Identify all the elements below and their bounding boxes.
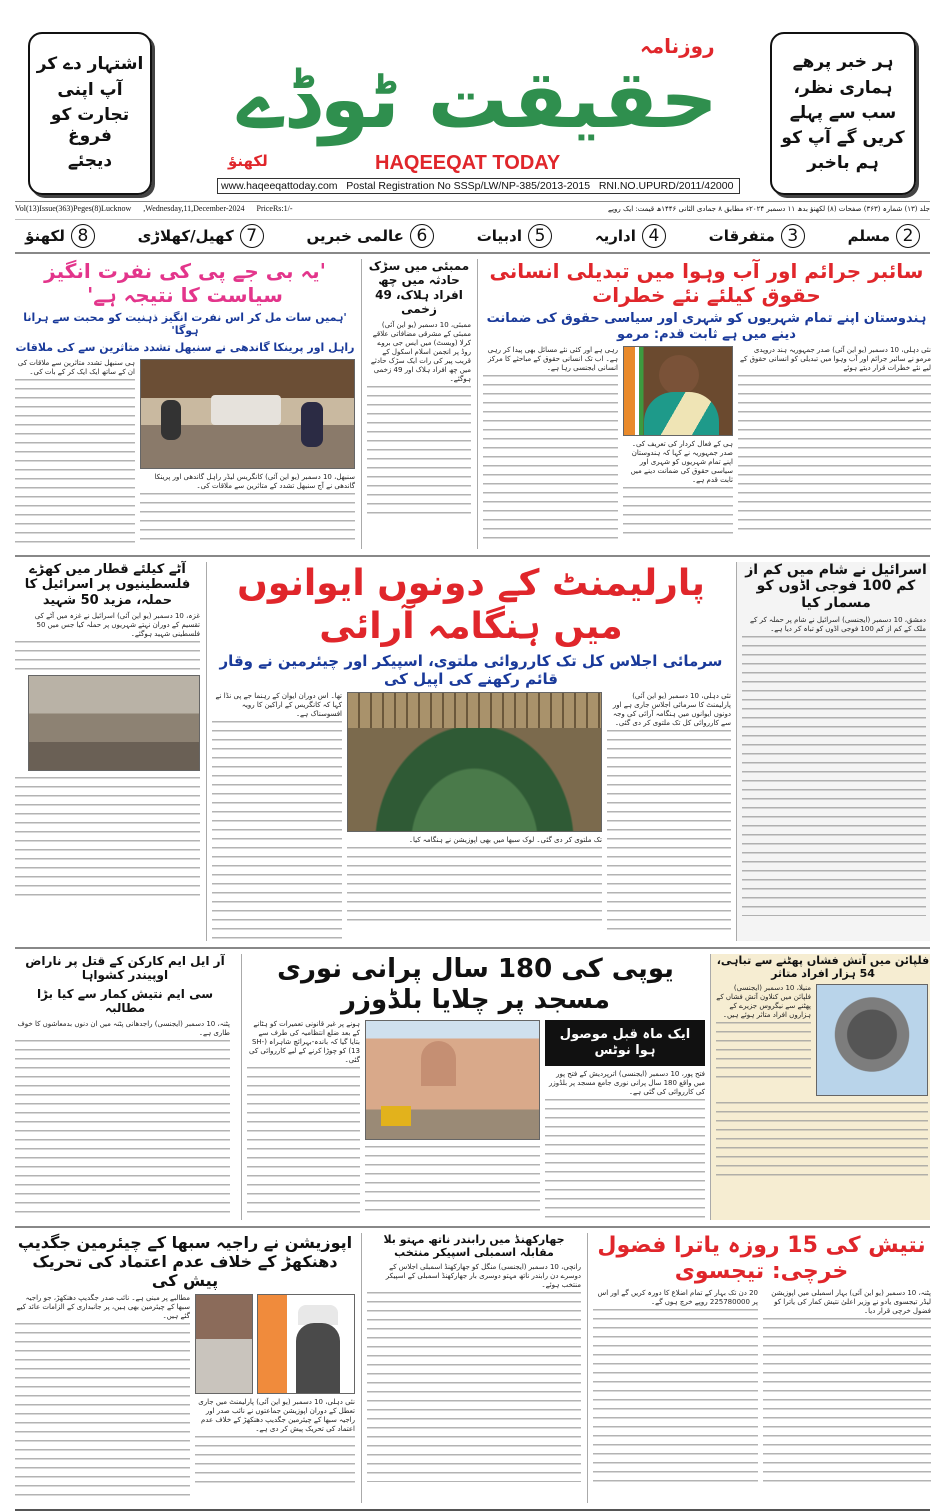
story-gaza <box>15 562 200 941</box>
article-text-lines <box>367 1292 581 1482</box>
headline-noori-masjid[interactable]: یوپی کی 180 سال پرانی نوری مسجد پر چلایا بلڈوزر <box>247 954 704 1016</box>
article-lead: 20 دن تک بہار کے تمام اضلاع کا دورہ کریں گے اور اس پر 225780000 روپے خرچ ہوں گے۔ <box>593 1289 758 1307</box>
subhead-parliament: سرمائی اجلاس کل تک کارروائی ملتوی، اسپیکر اور چیئرمین نے وقار قائم رکھنے کی اپیل کی <box>212 652 730 688</box>
article-text-lines <box>365 1146 540 1216</box>
article-text-lines <box>716 1102 928 1182</box>
article-body <box>15 1294 190 1503</box>
article-body <box>140 473 355 543</box>
article-body <box>716 1100 928 1182</box>
article-body <box>15 612 200 671</box>
article-body <box>623 440 733 537</box>
photo-parliament-session <box>347 692 602 832</box>
slogan-line: ہم باخبر <box>807 153 879 174</box>
page-number-circle: 5 <box>528 224 552 248</box>
article-lead: رانچی، 10 دسمبر (ایجنسی) منگل کو جھارکھنڈ اسمبلی اجلاس کے دوسرے دن رابندر ناتھ مہتو دوسری بار جھارکھنڈ اسمبلی کے اسپیکر منتخب ہوئے۔ <box>367 1263 581 1290</box>
ad-line: آپ اپنی <box>57 80 122 101</box>
headline-bjp-hate-politics[interactable]: 'یہ بی جے پی کی نفرت انگیز سیاست کا نتیجہ ہے' <box>15 259 355 307</box>
registration-bar: www.haqeeqattoday.com Postal Registration No SSSp/LW/NP-385/2013-2015 RNI.NO.UPURD/2011/42000 <box>217 178 740 194</box>
page-number-circle: 3 <box>781 224 805 248</box>
dateline-english <box>15 204 293 213</box>
ad-line: تجارت کو فروغ <box>34 105 146 148</box>
photo-droupadi-murmu <box>623 346 733 436</box>
photo-jagdeep-dhankhar <box>195 1294 253 1394</box>
article-text-lines <box>195 1436 355 1486</box>
article-lead: منیلا، 10 دسمبر (ایجنسی) فلپائن میں کنلاون آتش فشاں کے پھٹنے سے نیگروس جزیرے کے ہزاروں افراد متاثر ہوئے ہیں۔ <box>716 984 811 1020</box>
headline-tejashwi[interactable]: نتیش کی 15 روزہ یاترا فضول خرچی: تیجسوی <box>593 1233 930 1286</box>
date: ,Wednesday,11,December-2024 <box>143 204 244 213</box>
story-mumbai <box>361 259 471 549</box>
article-body <box>367 1263 581 1482</box>
english-title: HAQEEQAT TODAY <box>375 152 560 175</box>
article-body <box>367 321 471 516</box>
story-jharkhand <box>361 1233 581 1504</box>
ad-line: اشتہار دے کر <box>37 54 144 75</box>
nav-label: کھیل/کھلاڑی <box>138 227 234 245</box>
article-lead: ہی کے فعال کردار کی تعریف کی۔ صدر جمہوریہ نے کہا کہ ہندوستان اپنے تمام شہریوں کو شہری اور سیاسی حقوق کی ضمانت دینے میں ثابت قدم ہے۔ <box>623 440 733 485</box>
page-number-circle: 2 <box>896 224 920 248</box>
article-body <box>15 775 200 897</box>
dateline <box>15 204 930 213</box>
article-lead: ہونے پر غیر قانونی تعمیرات کو ہٹانے کے بعد ضلع انتظامیہ کی طرف سے بتایا گیا کہ باندہ-بہرائچ شاہراہ (SH-13) کو چوڑا کرنے کے لیے کارروائی کی گئی۔ <box>247 1020 360 1065</box>
article-text-lines <box>367 386 471 516</box>
section-nav <box>25 223 920 249</box>
page-content <box>15 252 930 1511</box>
article-body <box>15 359 135 549</box>
divider <box>15 201 930 202</box>
article-lead: نئی دہلی، 10 دسمبر (یو این آئی) پارلیمنٹ میں جاری تعطل کے دوران اپوزیشن جماعتوں نے نائب صدر اور راجیہ سبھا کے چیئرمین جگدیپ دھنکھڑ کے خلاف عدم اعتماد کی تحریک پیش کر دی ہے۔ <box>195 1398 355 1434</box>
article-text-lines <box>15 777 200 897</box>
article-lead: نئی دہلی، 10 دسمبر (یو این آئی) صدر جمہوریہ ہند دروپدی مرمو نے سائبر جرائم اور آب وہوا میں تبدیلی کو انسانی حقوق کے لیے نئے خطرات قرار دیتے ہوئے <box>738 346 931 373</box>
photo-volcano-ash <box>816 984 928 1096</box>
article-text-lines <box>545 1099 705 1219</box>
article-text-lines <box>483 375 618 545</box>
subhead-rml: سی ایم نتیش کمار سے کیا بڑا مطالبہ <box>15 987 235 1016</box>
headline-parliament[interactable]: پارلیمنٹ کے دونوں ایوانوں میں ہنگامہ آرائی <box>212 562 730 648</box>
story-philippines <box>710 954 930 1220</box>
article-lead: نئی دہلی، 10 دسمبر (یو این آئی) پارلیمنٹ کا سرمائی اجلاس جاری ہے اور دونوں ایوانوں میں ہنگامہ آرائی کی وجہ سے کارروائی کل تک ملتوی کر دی گئی۔ <box>607 692 731 728</box>
article-lead: پٹنہ، 10 دسمبر (ایجنسی) راجدھانی پٹنہ میں ان دنوں بدمعاشوں کا خوف طاری ہے۔ <box>15 1020 230 1038</box>
subhead-murmu: ہندوستان اپنے تمام شہریوں کو شہری اور سیاسی حقوق کی ضمانت دینے میں ہے ثابت قدم: مرمو <box>483 311 930 342</box>
story-bjp <box>15 259 355 549</box>
article-lead: پٹنہ، 10 دسمبر (یو این آئی) بہار اسمبلی میں اپوزیشن لیڈر تیجسوی یادو نے وزیر اعلیٰ نتیش کمار کی یاترا کو فضول خرچی قرار دیا۔ <box>763 1289 931 1316</box>
slogan-line: ہماری نظر، <box>794 78 893 99</box>
slogan-line: سب سے پہلے <box>790 103 896 124</box>
article-lead: فتح پور، 10 دسمبر (ایجنسی) اترپردیش کے فتح پور میں واقع 180 سال پرانی نوری جامع مسجد پر بلڈوزر کی کارروائی کی گئی ہے۔ <box>545 1070 705 1097</box>
article-text-lines <box>347 847 602 927</box>
article-body <box>347 836 602 927</box>
headline-dhankhar-no-confidence[interactable]: اپوزیشن نے راجیہ سبھا کے چیئرمین جگدیپ دھنکھڑ کے خلاف عدم اعتماد کی تحریک پیش کی <box>15 1233 355 1291</box>
section-masjid <box>15 947 930 1226</box>
nav-label: اداریہ <box>595 227 636 245</box>
nav-label: متفرقات <box>709 227 775 245</box>
article-lead: دمشق، 10 دسمبر (ایجنسی) اسرائیل نے شام پر حملہ کر کے ملک کے کم از کم 100 فوجی اڈوں کو تباہ کر دیا ہے۔ <box>742 616 926 634</box>
story-murmu <box>477 259 930 549</box>
article-text-lines <box>15 1040 230 1220</box>
article-lead: مطالبے پر مبنی ہے۔ نائب صدر جگدیپ دھنکھڑ، جو راجیہ سبھا کے چیئرمین بھی ہیں، پر جانبداری کے الزامات عائد کیے گئے ہیں۔ <box>15 1294 190 1321</box>
article-lead: تک ملتوی کر دی گئی۔ لوک سبھا میں بھی اپوزیشن نے ہنگامہ کیا۔ <box>347 836 602 845</box>
article-body <box>15 1020 230 1220</box>
nav-label: لکھنؤ <box>25 227 65 245</box>
divider <box>15 219 930 220</box>
city-label: لکھنؤ <box>228 152 268 170</box>
article-text-lines <box>15 1323 190 1503</box>
article-text-lines <box>212 721 342 941</box>
article-body <box>483 346 618 545</box>
nav-item-page-4[interactable] <box>595 224 666 248</box>
ad-line: دیجئے <box>68 151 112 172</box>
photo-rahul-priyanka-meeting <box>140 359 355 469</box>
article-lead: ممبئی، 10 دسمبر (یو این آئی) ممبئی کے مشرقی مضافاتی علاقے کرلا (ویسٹ) میں ایس جی بروے روڈ پر انجمن اسلام اسکول کے قریب پیر کی رات ایک سڑک حادثے میں چھ افراد ہلاک اور 49 زخمی ہوگئے۔ <box>367 321 471 384</box>
nav-item-page-6[interactable] <box>307 224 434 248</box>
nav-item-page-2[interactable] <box>848 224 920 248</box>
article-text-lines <box>623 487 733 537</box>
story-noori-masjid <box>241 954 704 1220</box>
headline-philippines-volcano[interactable]: فلپائن میں آتش فشاں پھٹنے سے تباہی، 54 ہزار افراد متاثر <box>716 954 930 980</box>
dateline-urdu: جلد (۱۳) شمارہ (۳۶۳) صفحات (۸) لکھنؤ بدھ ۱۱ دسمبر ۲۰۲۴ء مطابق ۸ جمادی الثانی ۱۴۴۶ھ قیمت: ایک روپے <box>608 205 930 213</box>
subhead-bjp-2: راہل اور پرینکا گاندھی نے سنبھل تشدد متاثرین سے کی ملاقات <box>15 341 355 354</box>
article-lead: ہی سنبھل تشدد متاثرین سے ملاقات کی ان کے ساتھ ایک ایک کر کے بات کی۔ <box>15 359 135 377</box>
article-body <box>247 1020 360 1217</box>
slogan-line: ہر خبر پرھے <box>793 52 894 73</box>
story-dhankhar <box>15 1233 355 1504</box>
headline-mumbai-accident[interactable]: ممبئی میں سڑک حادثہ میں چھ افراد ہلاک، 49 زخمی <box>367 259 471 317</box>
article-body <box>365 1144 540 1216</box>
story-parliament <box>206 562 730 941</box>
story-rml <box>15 954 235 1220</box>
roznama-label: روزنامہ <box>640 34 715 58</box>
article-lead: رہی ہے اور کئی نئے مسائل بھی پیدا کر رہی ہے۔ اب تک انسانی حقوق کے مباحثے کا مرکز انسانی ایجنسی رہا ہے۔ <box>483 346 618 373</box>
headline-murmu[interactable]: سائبر جرائم اور آب وہوا میں تبدیلی انسانی حقوق کیلئے نئے خطرات <box>483 259 930 307</box>
article-text-lines <box>763 1318 931 1488</box>
photo-kharge <box>257 1294 355 1394</box>
headline-gaza[interactable]: آٹے کیلئے قطار میں کھڑے فلسطینیوں پر اسرائیل کا حملہ، مزید 50 شہید <box>15 562 200 609</box>
newspaper-logo: حقیقت ٹوڈے <box>215 60 740 140</box>
page-number-circle: 6 <box>410 224 434 248</box>
article-text-lines <box>15 641 200 671</box>
article-body <box>593 1289 758 1489</box>
photo-bulldozer-mosque <box>365 1020 540 1140</box>
article-text-lines <box>716 1022 811 1082</box>
article-lead: تھا۔ اس دوران ایوان کے رہنما جے پی نڈا نے کہا کہ کانگریس کے اراکین کا رویہ افسوسناک ہے۔ <box>212 692 342 719</box>
page-number-circle: 8 <box>71 224 95 248</box>
nav-label: ادبیات <box>477 227 522 245</box>
article-lead: سنبھل، 10 دسمبر (یو این آئی) کانگریس لیڈر راہل گاندھی اور پرینکا گاندھی نے آج سنبھل تشدد کے متاثرین سے ملاقات کی۔ <box>140 473 355 491</box>
right-slogan-box <box>770 32 916 195</box>
section-bottom <box>15 1226 930 1511</box>
page-number-circle: 7 <box>240 224 264 248</box>
nav-item-page-8[interactable] <box>25 224 95 248</box>
section-parliament <box>15 555 930 947</box>
notice-label-box: ایک ماہ قبل موصول ہوا نوٹس <box>545 1020 705 1065</box>
story-israel-syria <box>736 562 930 941</box>
article-body <box>607 692 731 930</box>
article-body <box>742 616 926 916</box>
article-text-lines <box>15 379 135 549</box>
headline-israel-syria[interactable]: اسرائیل نے شام میں کم از کم 100 فوجی اڈوں کو مسمار کیا <box>742 562 930 612</box>
nav-item-page-3[interactable] <box>709 224 805 248</box>
article-body <box>195 1398 355 1486</box>
page-number-circle: 4 <box>642 224 666 248</box>
price: PriceRs:1/- <box>257 204 293 213</box>
volume-issue: Vol(13)Issue(363)Peges(8)Lucknow <box>15 204 131 213</box>
article-body <box>212 692 342 941</box>
nav-label: مسلم <box>848 227 890 245</box>
photo-gaza-rubble <box>28 675 200 771</box>
headline-jharkhand-speaker[interactable]: جھارکھنڈ میں رابندر ناتھ مہتو بلا مقابلہ اسمبلی اسپیکر منتخب <box>367 1233 581 1259</box>
article-body <box>738 346 931 535</box>
article-text-lines <box>607 730 731 930</box>
article-text-lines <box>738 375 931 535</box>
nav-item-page-5[interactable] <box>477 224 552 248</box>
left-ad-box <box>28 32 152 195</box>
headline-rml-kushwaha[interactable]: آر ایل ایم کارکن کے قتل پر ناراض اوپیندر کشواہا <box>15 954 235 983</box>
subhead-bjp-1: 'ہمیں سات مل کر اس نفرت انگیز ذہنیت کو محبت سے ہرانا ہوگا' <box>15 311 355 337</box>
article-body <box>763 1289 931 1488</box>
slogan-line: کریں گے آپ کو <box>781 128 904 149</box>
nav-item-page-7[interactable] <box>138 224 264 248</box>
nav-label: عالمی خبریں <box>307 227 404 245</box>
article-text-lines <box>247 1067 360 1217</box>
article-text-lines <box>140 493 355 543</box>
article-body <box>716 984 811 1082</box>
story-tejashwi <box>587 1233 930 1504</box>
article-text-lines <box>593 1309 758 1489</box>
section-top <box>15 252 930 555</box>
article-text-lines <box>742 636 926 916</box>
article-lead: غزہ، 10 دسمبر (یو این آئی) اسرائیل نے غزہ میں آٹے کی تقسیم کے دوران نہتے شہریوں پر حملہ کیا جس میں 50 فلسطینی شہید ہوگئے۔ <box>15 612 200 639</box>
article-body <box>545 1070 705 1219</box>
